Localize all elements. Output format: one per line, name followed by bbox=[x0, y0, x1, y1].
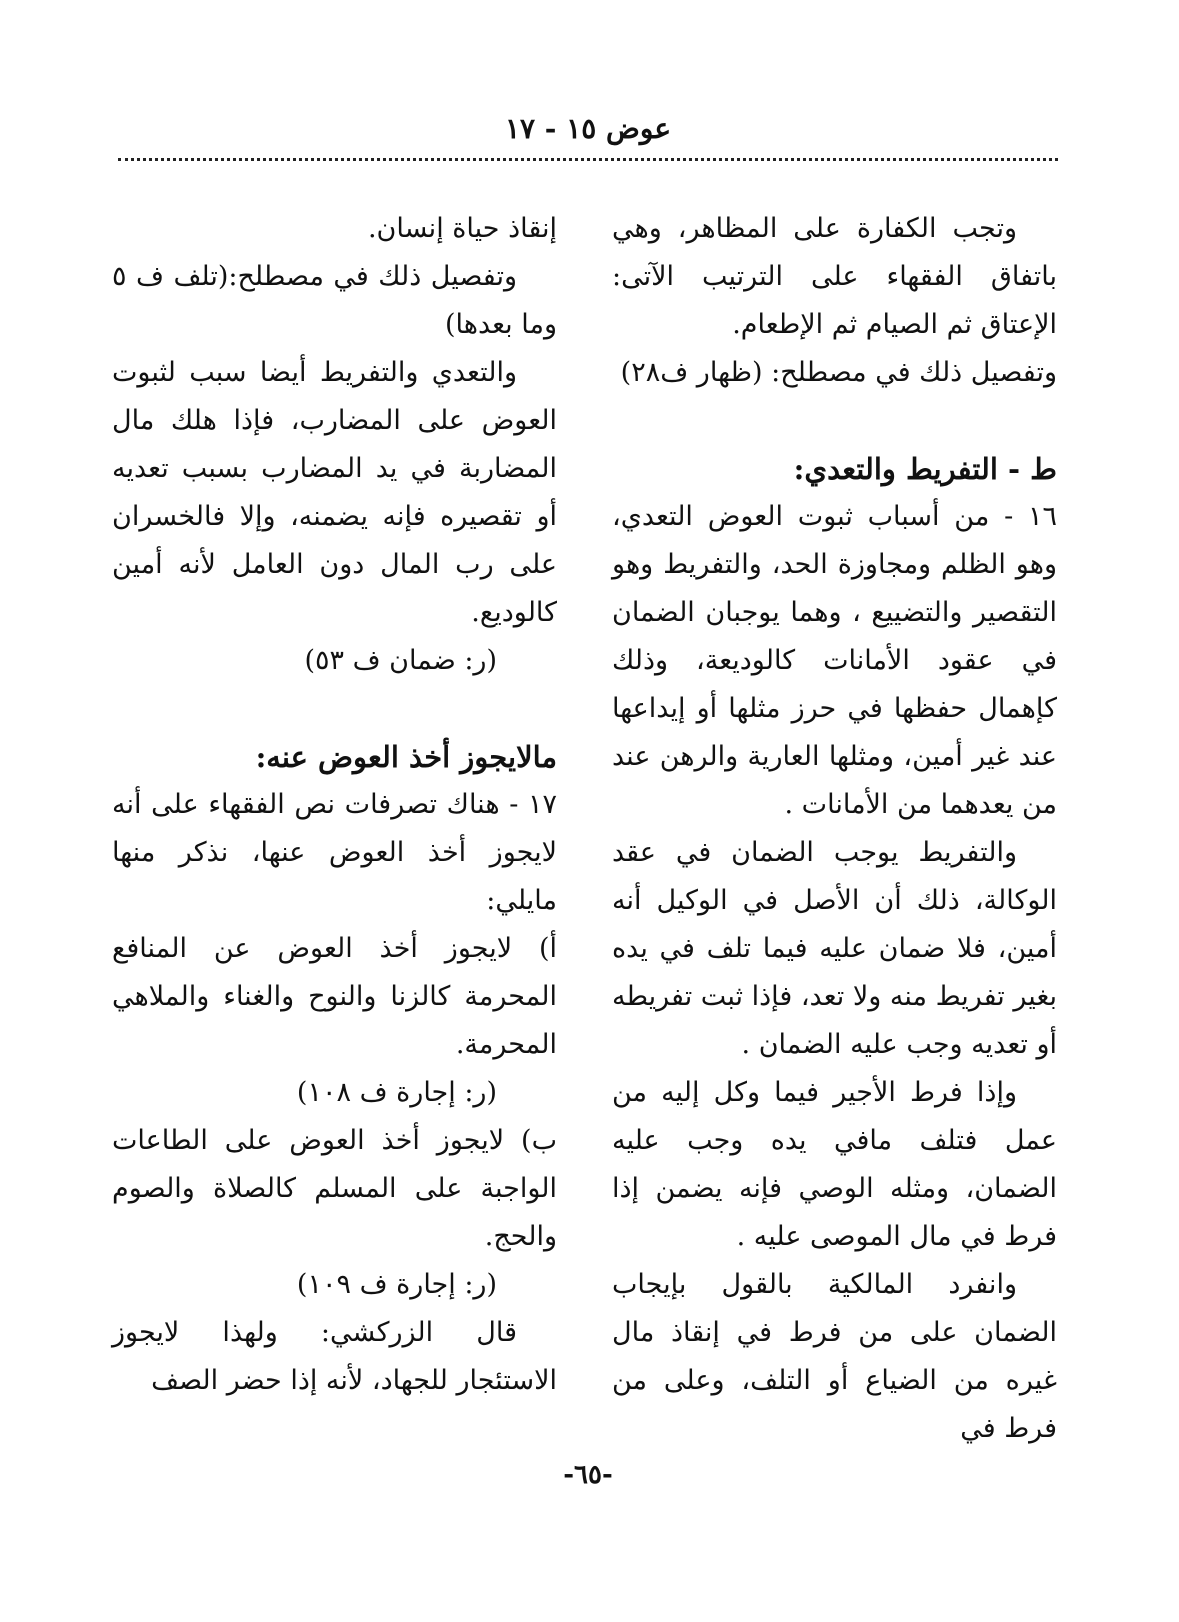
reference-line: وتفصيل ذلك في مصطلح: (ظهار ف٢٨) bbox=[620, 357, 1057, 388]
paragraph: إنقاذ حياة إنسان. bbox=[367, 213, 557, 244]
header-dotted-rule bbox=[118, 158, 1058, 161]
paragraph: والتعدي والتفريط أيضا سبب لثبوت العوض على المضارب، فإذا هلك مال المضاربة في يد المضارب بسبب تعديه أو تقصيره فإنه يضمنه، وإلا فالخسران على رب المال دون العامل لأنه أمين كالوديع. bbox=[112, 357, 557, 628]
paragraph: ١٦ - من أسباب ثبوت العوض التعدي، وهو الظلم ومجاوزة الحد، والتفريط وهو التقصير والتضييع ، وهما يوجبان الضمان في عقود الأمانات كالوديعة، وذلك كإهمال حفظها في حرز مثلها أو إيداعها عند غير أمين، ومثلها العارية والرهن عند من يعدهما من الأمانات . bbox=[612, 501, 1057, 820]
section-heading: مالايجوز أخذ العوض عنه: bbox=[255, 740, 557, 774]
page-number: -٦٥- bbox=[563, 1460, 613, 1490]
paragraph: ١٧ - هناك تصرفات نص الفقهاء على أنه لايجوز أخذ العوض عنها، نذكر منها مايلي: bbox=[112, 789, 557, 916]
right-column bbox=[612, 205, 1057, 1453]
reference-line: (ر: ضمان ف ٥٣) bbox=[304, 645, 497, 676]
reference-line: (ر: إجارة ف ١٠٨) bbox=[296, 1077, 497, 1108]
paragraph: وإذا فرط الأجير فيما وكل إليه من عمل فتلف مافي يده وجب عليه الضمان، ومثله الوصي فإنه يضمن إذا فرط في مال الموصى عليه . bbox=[612, 1077, 1057, 1252]
paragraph: وتجب الكفارة على المظاهر، وهي باتفاق الفقهاء على الترتيب الآتى: الإعتاق ثم الصيام ثم الإطعام. bbox=[612, 213, 1057, 340]
paragraph: ب) لايجوز أخذ العوض على الطاعات الواجبة على المسلم كالصلاة والصوم والحج. bbox=[112, 1125, 557, 1252]
paragraph: وتفصيل ذلك في مصطلح:(تلف ف ٥ وما بعدها) bbox=[112, 261, 557, 340]
paragraph: والتفريط يوجب الضمان في عقد الوكالة، ذلك أن الأصل في الوكيل أنه أمين، فلا ضمان عليه فيما تلف في يده بغير تفريط منه ولا تعد، فإذا ثبت تفريطه أو تعديه وجب عليه الضمان . bbox=[612, 837, 1057, 1060]
paragraph: قال الزركشي: ولهذا لايجوز الاستئجار للجهاد، لأنه إذا حضر الصف bbox=[112, 1317, 557, 1396]
section-heading: ط - التفريط والتعدي: bbox=[793, 452, 1057, 486]
reference-line: (ر: إجارة ف ١٠٩) bbox=[296, 1269, 497, 1300]
left-column bbox=[112, 205, 557, 1405]
paragraph: وانفرد المالكية بالقول بإيجاب الضمان على من فرط في إنقاذ مال غيره من الضياع أو التلف، وعلى من فرط في bbox=[612, 1269, 1057, 1444]
spacer bbox=[612, 397, 1057, 445]
spacer bbox=[112, 685, 557, 733]
paragraph: أ) لايجوز أخذ العوض عن المنافع المحرمة كالزنا والنوح والغناء والملاهي المحرمة. bbox=[112, 933, 557, 1060]
page-header-title: عوض ١٥ - ١٧ bbox=[504, 112, 672, 145]
